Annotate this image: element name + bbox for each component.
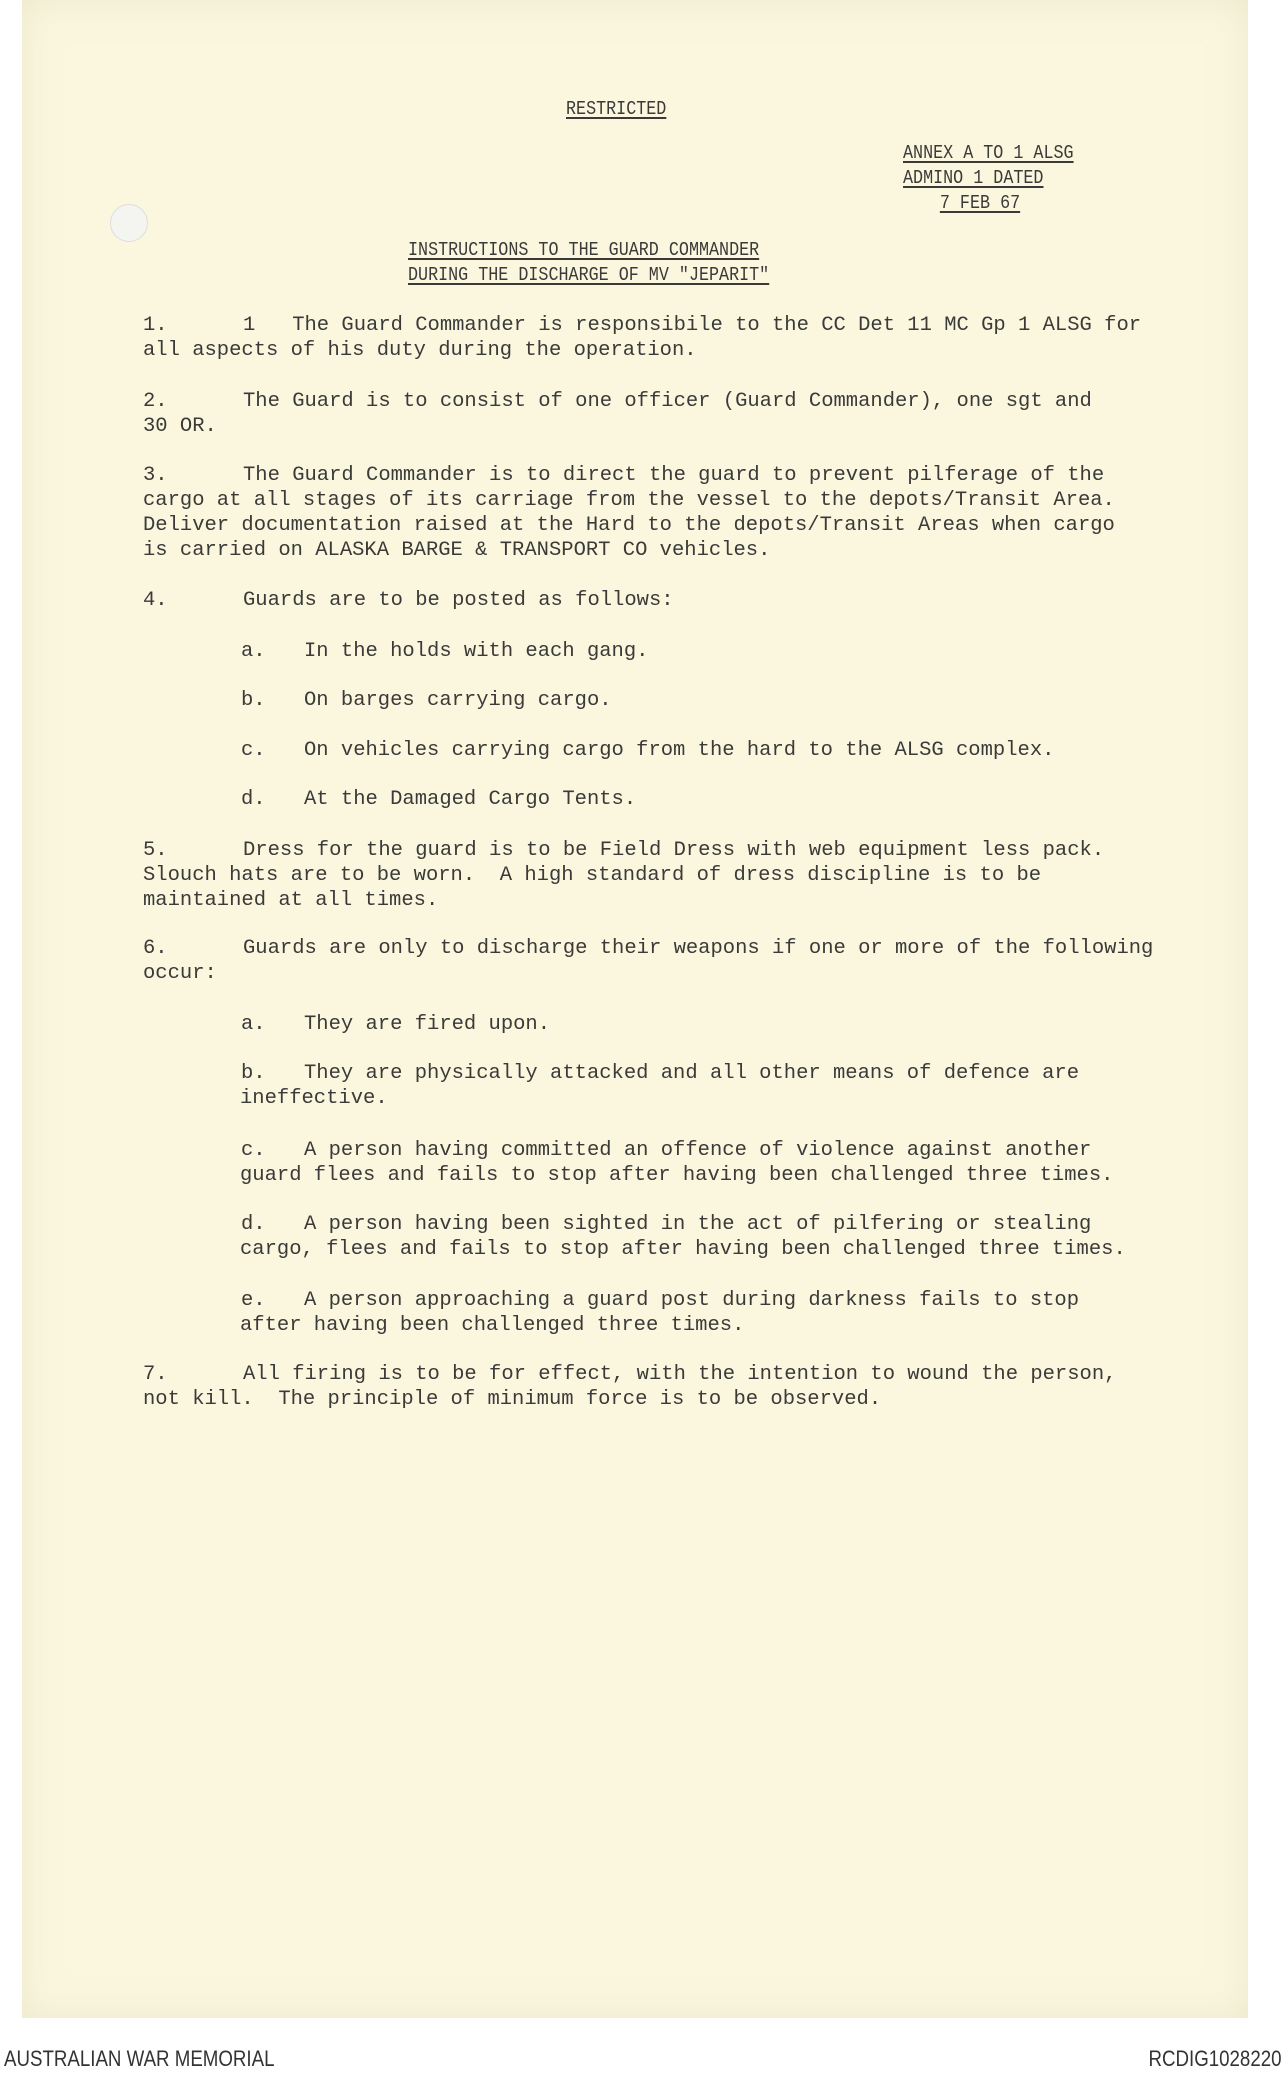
subitem-line: A person having been sighted in the act of pilfering or stealing	[304, 1213, 1092, 1236]
document-title-line-1: INSTRUCTIONS TO THE GUARD COMMANDER	[408, 239, 760, 261]
subitem-line: guard flees and fails to stop after having been challenged three times.	[240, 1164, 1114, 1187]
subitem-line: In the holds with each gang.	[304, 640, 649, 663]
paragraph-line: maintained at all times.	[143, 889, 439, 912]
subitem-line: On vehicles carrying cargo from the hard to the ALSG complex.	[304, 739, 1055, 762]
annex-line-1: ANNEX A TO 1 ALSG	[903, 142, 1074, 164]
paragraph-line: all aspects of his duty during the operation.	[143, 339, 697, 362]
subitem-letter: e.	[241, 1289, 266, 1312]
annex-date: 7 FEB 67	[939, 192, 1021, 214]
paragraph-line: Dress for the guard is to be Field Dress with web equipment less pack.	[243, 839, 1105, 862]
paragraph-line: Deliver documentation raised at the Hard to the depots/Transit Areas when cargo	[143, 514, 1115, 537]
subitem-line: At the Damaged Cargo Tents.	[304, 788, 637, 811]
footer-record-id: RCDIG1028220	[1148, 2046, 1282, 2071]
subitem-letter: c.	[241, 1139, 266, 1162]
subitem-letter: d.	[241, 1213, 266, 1236]
paragraph-line: All firing is to be for effect, with the intention to wound the person,	[243, 1363, 1117, 1386]
classification-marking: RESTRICTED	[566, 98, 667, 120]
paragraph-number: 6.	[143, 937, 168, 960]
paragraph-number: 7.	[143, 1363, 168, 1386]
subitem-line: A person approaching a guard post during darkness fails to stop	[304, 1289, 1080, 1312]
paragraph-number: 5.	[143, 839, 168, 862]
subitem-line: They are physically attacked and all other means of defence are	[304, 1062, 1080, 1085]
paragraph-line: cargo at all stages of its carriage from the vessel to the depots/Transit Area.	[143, 489, 1115, 512]
subitem-line: ineffective.	[240, 1087, 388, 1110]
subitem-line: A person having committed an offence of violence against another	[304, 1139, 1092, 1162]
paragraph-line: Guards are to be posted as follows:	[243, 589, 674, 612]
document-title-line-2: DURING THE DISCHARGE OF MV "JEPARIT"	[408, 264, 770, 286]
paragraph-line: 30 OR.	[143, 415, 217, 438]
subitem-letter: d.	[241, 788, 266, 811]
subitem-letter: a.	[241, 1013, 266, 1036]
annex-line-2: ADMINO 1 DATED	[903, 167, 1044, 189]
paragraph-line: 1 The Guard Commander is responsibile to the CC Det 11 MC Gp 1 ALSG for	[243, 314, 1142, 337]
paragraph-number: 4.	[143, 589, 168, 612]
subitem-line: They are fired upon.	[304, 1013, 551, 1036]
subitem-letter: b.	[241, 1062, 266, 1085]
paragraph-number: 3.	[143, 464, 168, 487]
paragraph-line: The Guard Commander is to direct the guard to prevent pilferage of the	[243, 464, 1105, 487]
subitem-letter: a.	[241, 640, 266, 663]
subitem-letter: c.	[241, 739, 266, 762]
paragraph-number: 1.	[143, 314, 168, 337]
subitem-letter: b.	[241, 689, 266, 712]
paragraph-line: occur:	[143, 962, 217, 985]
subitem-line: after having been challenged three times.	[240, 1314, 745, 1337]
footer-institution: AUSTRALIAN WAR MEMORIAL	[4, 2046, 275, 2071]
paragraph-line: The Guard is to consist of one officer (Guard Commander), one sgt and	[243, 390, 1092, 413]
paragraph-line: Guards are only to discharge their weapons if one or more of the following	[243, 937, 1154, 960]
paragraph-number: 2.	[143, 390, 168, 413]
paragraph-line: not kill. The principle of minimum force is to be observed.	[143, 1388, 882, 1411]
paragraph-line: is carried on ALASKA BARGE & TRANSPORT CO vehicles.	[143, 539, 771, 562]
document-page	[22, 0, 1248, 2018]
subitem-line: cargo, flees and fails to stop after having been challenged three times.	[240, 1238, 1126, 1261]
punch-hole	[110, 204, 148, 242]
subitem-line: On barges carrying cargo.	[304, 689, 612, 712]
paragraph-line: Slouch hats are to be worn. A high standard of dress discipline is to be	[143, 864, 1042, 887]
